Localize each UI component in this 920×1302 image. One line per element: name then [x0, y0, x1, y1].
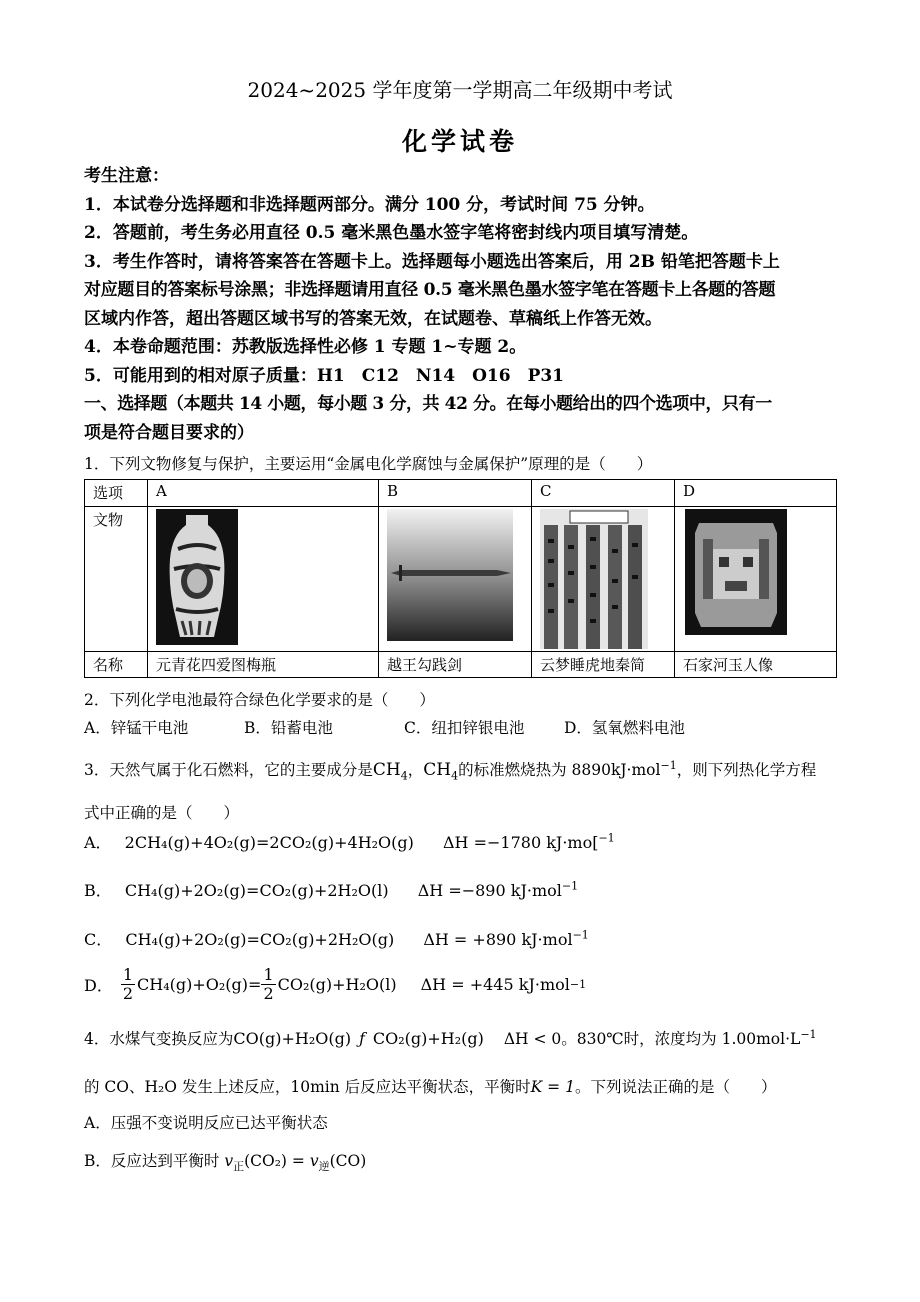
- jade-figure-image: [685, 509, 787, 635]
- artifact-photo-cell: [675, 507, 837, 652]
- fraction-half: [261, 966, 275, 1003]
- ch4-text: CH: [423, 760, 452, 781]
- vase-image: [156, 509, 238, 645]
- q4-text: 。830℃时，浓度均为 1.00mol·L: [561, 1030, 801, 1049]
- section-heading: 项是符合题目要求的）: [84, 422, 254, 443]
- rate-subscript: 逆: [318, 1160, 330, 1174]
- q4-option-b: [84, 1150, 844, 1178]
- option-label: D: [675, 480, 837, 507]
- question-2-options: [84, 716, 844, 738]
- ch4-formula: [423, 760, 459, 783]
- enthalpy-change: ΔH =−890 kJ·mol: [417, 881, 562, 900]
- artifact-name: 元青花四爱图梅瓶: [148, 652, 379, 678]
- q4-line2: [84, 1076, 854, 1098]
- q3-option-a: [84, 830, 615, 853]
- option-label: B: [379, 480, 532, 507]
- option-label: A．: [84, 833, 112, 852]
- q3-text: ，则下列热化学方程: [676, 761, 817, 780]
- fraction-half: [121, 966, 135, 1003]
- unit-exponent: −1: [561, 879, 579, 893]
- q3-text: 的标准燃烧热为 8890kJ·mol: [458, 761, 661, 780]
- option-c: C．纽扣锌银电池: [404, 719, 525, 737]
- unit-exponent: −1: [660, 759, 677, 772]
- option-a: A．锌锰干电池: [84, 719, 189, 737]
- option-label: B．: [84, 881, 112, 900]
- artifact-photo-cell: [532, 507, 675, 652]
- notice-item: 1．本试卷分选择题和非选择题两部分。满分 100 分，考试时间 75 分钟。: [84, 194, 655, 215]
- option-b: B．铅蓄电池: [244, 719, 333, 737]
- equilibrium-constant: K = 1: [530, 1078, 575, 1097]
- unit-exponent: −1: [572, 928, 589, 942]
- section-heading: 一、选择题（本题共 14 小题，每小题 3 分，共 42 分。在每小题给出的四个选项中，只有一: [84, 394, 772, 414]
- notice-block: [84, 162, 844, 447]
- fraction-denominator: 2: [263, 984, 274, 1003]
- q4-text: 。下列说法正确的是（ ）: [574, 1078, 777, 1097]
- q4-line1: [84, 1024, 854, 1050]
- equilibrium-arrow: ƒ: [359, 1030, 365, 1049]
- row-label-artifact: 文物: [85, 507, 148, 652]
- question-3-line1: [84, 755, 844, 788]
- row-label-name: 名称: [85, 652, 148, 678]
- enthalpy-change: ΔH = +890 kJ·mol: [423, 930, 573, 949]
- option-b-text: (CO₂) =: [244, 1152, 310, 1170]
- question-1-text: 1．下列文物修复与保护，主要运用“金属电化学腐蚀与金属保护”原理的是（ ）: [84, 455, 653, 473]
- artifact-name: 越王勾践剑: [379, 652, 532, 678]
- artifact-name: 云梦睡虎地秦简: [532, 652, 675, 678]
- question-3-stem: [84, 755, 844, 824]
- notice-item: 5．可能用到的相对原子质量：H1 C12 N14 O16 P31: [84, 365, 565, 386]
- notice-item: 4．本卷命题范围：苏教版选择性必修 1 专题 1~专题 2。: [84, 337, 527, 357]
- option-text: [84, 1150, 844, 1178]
- q3-option-c: [84, 927, 589, 950]
- artifact-photo-cell: [148, 507, 379, 652]
- question-2-text: 2．下列化学电池最符合绿色化学要求的是（ ）: [84, 691, 435, 709]
- option-d: D．氢氧燃料电池: [564, 719, 685, 737]
- enthalpy-change: ΔH = +445 kJ·mol: [420, 975, 570, 994]
- enthalpy-change: ΔH =−1780 kJ·mo[: [443, 833, 599, 852]
- notice-item: 区域内作答，超出答题区域书写的答案无效，在试题卷、草稿纸上作答无效。: [84, 308, 662, 329]
- rate-symbol: v: [309, 1152, 319, 1170]
- option-label: A: [148, 480, 379, 507]
- rate-subscript: 正: [233, 1160, 245, 1174]
- ch4-subscript: 4: [451, 769, 459, 783]
- q3-option-d: [84, 966, 586, 1003]
- ch4-formula: [372, 760, 408, 783]
- option-b-text: B．反应达到平衡时: [84, 1152, 225, 1170]
- option-text: A．压强不变说明反应已达平衡状态: [84, 1114, 328, 1132]
- notice-item: 3．考生作答时，请将答案答在答题卡上。选择题每小题选出答案后，用 2B 铅笔把答题卡上: [84, 251, 780, 272]
- equation: CH₄(g)+2O₂(g)=CO₂(g)+2H₂O(g): [125, 930, 395, 949]
- q3-option-b: [84, 878, 578, 901]
- unit-exponent: −1: [598, 831, 615, 845]
- notice-heading: 考生注意：: [84, 166, 169, 186]
- notice-item: 对应题目的答案标号涂黑；非选择题请用直径 0.5 毫米黑色墨水签字笔在答题卡上各题的答题: [84, 280, 776, 300]
- equation-right: CO₂(g)+H₂(g): [372, 1029, 484, 1049]
- sword-image: [387, 509, 513, 641]
- rate-symbol: v: [224, 1152, 234, 1170]
- equation: CO₂(g)+H₂O(l): [277, 975, 397, 994]
- fraction-numerator: 1: [263, 965, 274, 984]
- q3-line2: 式中正确的是（ ）: [84, 803, 240, 822]
- equation-left: CO(g)+H₂O(g): [233, 1029, 352, 1049]
- exam-title: 化学试卷: [401, 127, 518, 156]
- equation: 2CH₄(g)+4O₂(g)=2CO₂(g)+4H₂O(g): [124, 833, 414, 852]
- exam-header: 2024~2025 学年度第一学期高二年级期中考试: [247, 78, 673, 102]
- notice-item: 2．答题前，考生务必用直径 0.5 毫米黑色墨水签字笔将密封线内项目填写清楚。: [84, 223, 699, 243]
- q3-text: 3．天然气属于化石燃料，它的主要成分是: [84, 761, 373, 780]
- ch4-subscript: 4: [400, 769, 408, 783]
- unit-exponent: −1: [569, 978, 587, 991]
- bamboo-slips-image: [540, 509, 648, 649]
- equation: CH₄(g)+2O₂(g)=CO₂(g)+2H₂O(l): [124, 881, 389, 900]
- option-label: C．: [84, 930, 113, 949]
- q4-text: 的 CO、H₂O 发生上述反应，10min 后反应达平衡状态，平衡时: [84, 1078, 531, 1097]
- artifact-name: 石家河玉人像: [675, 652, 837, 678]
- equation: CH₄(g)+O₂(g)=: [137, 975, 262, 994]
- artifact-photo-cell: [379, 507, 532, 652]
- enthalpy-sign: ΔH < 0: [503, 1030, 562, 1049]
- option-b-text: (CO): [329, 1152, 367, 1170]
- option-label: D．: [84, 976, 113, 995]
- q4-option-a: [84, 1112, 844, 1134]
- row-label-option: 选项: [85, 480, 148, 507]
- q3-separator: ，: [407, 761, 424, 780]
- question-4-stem: [84, 1024, 854, 1098]
- option-label: C: [532, 480, 675, 507]
- fraction-numerator: 1: [122, 965, 134, 984]
- question-1-stem: [84, 453, 844, 475]
- ch4-text: CH: [372, 760, 401, 781]
- q4-text: 4．水煤气变换反应为: [84, 1030, 234, 1049]
- question-2-stem: [84, 689, 844, 711]
- fraction-denominator: 2: [122, 984, 134, 1003]
- unit-exponent: −1: [800, 1028, 817, 1041]
- artifact-table: [84, 479, 837, 678]
